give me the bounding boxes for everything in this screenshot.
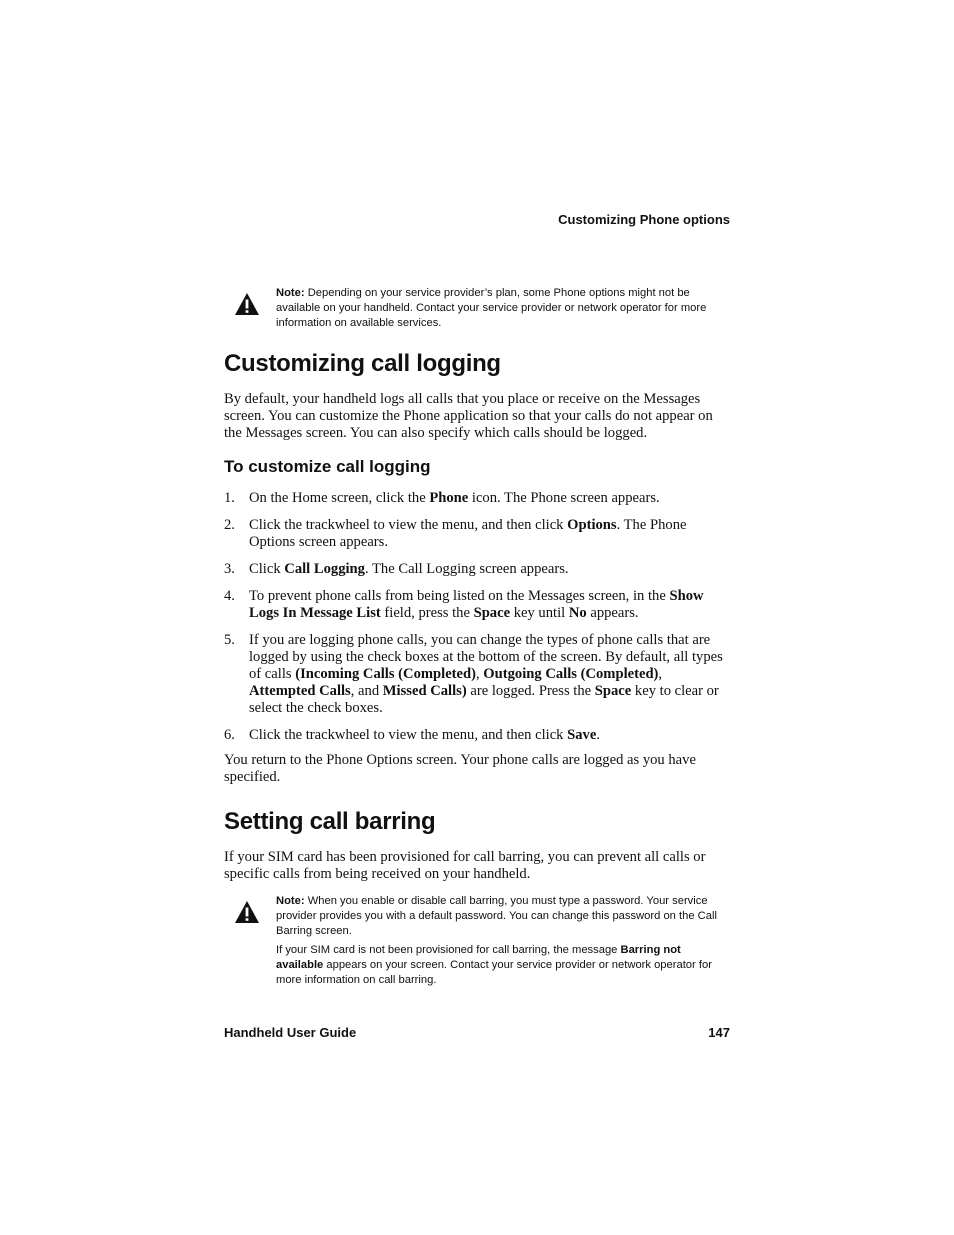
step-5: 5. If you are logging phone calls, you can change the types of phone calls that are logged by using the check boxes at the bottom of the screen. By default, all types of calls (Incoming Calls (Completed), Outgoing Calls (Completed), Attempted Calls, and Missed Calls) are logged. Press the Space key to clear or select the check boxes.: [224, 632, 723, 716]
step-number: 1.: [224, 490, 235, 506]
step-number: 5.: [224, 632, 235, 648]
note-body: When you enable or disable call barring, you must type a password. Your service provider provides you with a default password. You can change this password on the Call Barring screen.: [276, 895, 717, 937]
note-label: Note:: [276, 287, 305, 299]
step-2: 2. Click the trackwheel to view the menu, and then click Options. The Phone Options screen appears.: [224, 517, 687, 550]
guide-title: Handheld User Guide: [224, 1025, 357, 1040]
procedure-steps: [224, 490, 730, 754]
running-head: Customizing Phone options: [558, 212, 730, 227]
step-3: 3. Click Call Logging. The Call Logging screen appears.: [224, 561, 569, 577]
step-number: 6.: [224, 727, 235, 743]
step-number: 4.: [224, 588, 235, 604]
note-text: [276, 286, 730, 331]
warning-icon: [234, 292, 260, 316]
note-text-2: If your SIM card is not been provisioned for call barring, the message Barring not available appears on your screen. Contact your service provider or network operator for more information on call barring.: [276, 944, 712, 986]
section-title-call-barring: Setting call barring: [224, 808, 436, 835]
step-number: 3.: [224, 561, 235, 577]
section-title-call-logging: Customizing call logging: [224, 350, 501, 377]
section-intro-call-barring: If your SIM card has been provisioned for call barring, you can prevent all calls or specific calls from being received on your handheld.: [224, 849, 706, 882]
step-6: 6. Click the trackwheel to view the menu, and then click Save.: [224, 727, 600, 743]
step-4: 4. To prevent phone calls from being listed on the Messages screen, in the Show Logs In Message List field, press the Space key until No appears.: [224, 588, 704, 621]
step-number: 2.: [224, 517, 235, 533]
page-number: 147: [708, 1025, 730, 1040]
warning-icon: [234, 900, 260, 924]
procedure-title: To customize call logging: [224, 457, 431, 476]
step-1: 1. On the Home screen, click the Phone icon. The Phone screen appears.: [224, 490, 660, 506]
note-call-barring: [224, 894, 730, 988]
section-intro-call-logging: By default, your handheld logs all calls that you place or receive on the Messages screen. You can customize the Phone application so that your calls do not appear on the Messages screen. You can also specify which calls should be logged.: [224, 391, 713, 441]
note-text: [276, 894, 730, 939]
note-service-plan: [224, 286, 730, 331]
procedure-outro: You return to the Phone Options screen. Your phone calls are logged as you have specified.: [224, 752, 696, 785]
note-body: Depending on your service provider’s plan, some Phone options might not be available on your handheld. Contact your service provider or network operator for more information on available services.: [276, 287, 707, 329]
note-label: Note:: [276, 895, 305, 907]
